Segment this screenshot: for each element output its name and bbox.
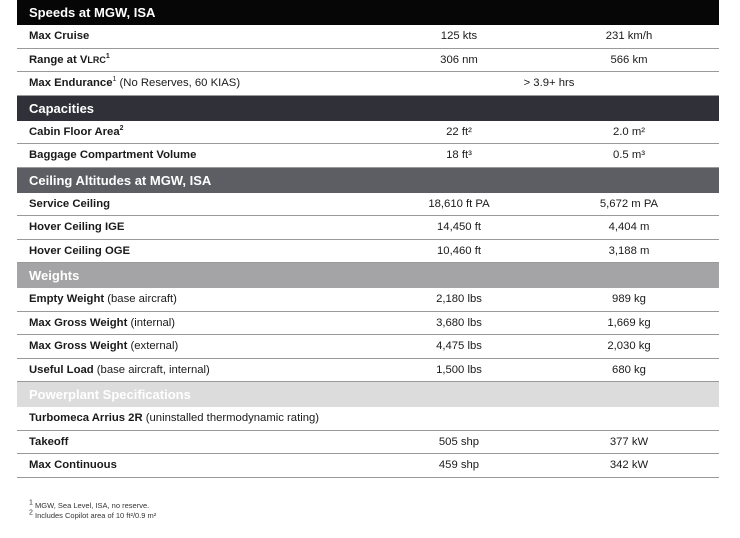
row-cabin-floor-area [17, 121, 719, 145]
value-combined: > 3.9+ hrs [523, 77, 575, 90]
row-label [17, 412, 379, 424]
row-label: Service Ceiling [29, 197, 110, 210]
value-metric: 3,188 m [608, 244, 650, 257]
label-text: Max Gross Weight [29, 340, 128, 353]
row-hover-ige [17, 216, 719, 240]
value-metric: 4,404 m [608, 221, 650, 234]
footnote-marker: 1 [29, 499, 33, 507]
section-header-ceiling: Ceiling Altitudes at MGW, ISA [17, 168, 719, 193]
label-text: Cabin Floor Area [29, 125, 120, 138]
footnote-ref: 2 [119, 124, 124, 132]
row-max-gross-internal [17, 312, 719, 336]
footnote-ref: 1 [105, 52, 110, 60]
value-imperial: 2,180 lbs [436, 293, 482, 306]
row-max-gross-external [17, 335, 719, 359]
value-metric: 566 km [610, 53, 648, 66]
value-metric: 989 kg [612, 293, 646, 306]
value-imperial: 22 ft² [446, 125, 472, 138]
section-header-speeds: Speeds at MGW, ISA [17, 0, 719, 25]
label-note: (base aircraft) [104, 293, 177, 306]
value-metric: 680 kg [612, 363, 646, 376]
value-imperial: 4,475 lbs [436, 340, 482, 353]
value-imperial: 10,460 ft [437, 244, 481, 257]
row-label [17, 340, 379, 352]
row-label [17, 364, 379, 376]
row-label: Baggage Compartment Volume [29, 149, 197, 162]
section-header-weights: Weights [17, 263, 719, 288]
footnote-2 [29, 511, 156, 521]
footnotes [29, 501, 156, 521]
row-service-ceiling [17, 193, 719, 217]
value-metric: 2.0 m² [612, 125, 645, 138]
value-metric: 342 kW [609, 459, 649, 472]
label-note: (uninstalled thermodynamic rating) [142, 412, 320, 425]
row-label: Hover Ceiling OGE [29, 244, 131, 257]
row-range [17, 49, 719, 73]
label-text: Max Endurance [29, 77, 113, 90]
label-text: Useful Load [29, 363, 94, 376]
row-engine [17, 407, 719, 431]
section-header-capacities: Capacities [17, 96, 719, 121]
row-useful-load [17, 359, 719, 383]
row-label [17, 293, 379, 305]
value-imperial: 505 shp [438, 435, 480, 448]
label-text: Max Gross Weight [29, 316, 128, 329]
row-max-cruise [17, 25, 719, 49]
value-metric: 231 km/h [605, 30, 653, 43]
value-imperial: 18 ft³ [446, 149, 472, 162]
value-metric: 2,030 kg [607, 340, 651, 353]
row-baggage-volume [17, 144, 719, 168]
value-metric: 0.5 m³ [612, 149, 645, 162]
row-label: Max Cruise [29, 30, 90, 43]
label-subscript: LRC [87, 54, 106, 65]
label-text: Range at V [29, 53, 88, 66]
label-note: (base aircraft, internal) [93, 363, 210, 376]
footnote-text: MGW, Sea Level, ISA, no reserve. [32, 501, 150, 510]
row-label: Hover Ceiling IGE [29, 221, 125, 234]
row-max-endurance [17, 72, 719, 96]
row-label [17, 317, 379, 329]
footnote-marker: 2 [29, 509, 33, 517]
label-note: (No Reserves, 60 KIAS) [116, 77, 241, 90]
row-takeoff [17, 431, 719, 455]
value-metric: 5,672 m PA [599, 197, 659, 210]
label-note: (external) [127, 340, 179, 353]
row-empty-weight [17, 288, 719, 312]
value-imperial: 14,450 ft [437, 221, 481, 234]
footnote-1 [29, 501, 156, 511]
spec-table [17, 0, 719, 478]
label-text: Empty Weight [29, 293, 105, 306]
value-metric: 377 kW [609, 435, 649, 448]
value-imperial: 1,500 lbs [436, 363, 482, 376]
value-imperial: 459 shp [438, 459, 480, 472]
label-text: Turbomeca Arrius 2R [29, 412, 143, 425]
value-imperial: 125 kts [440, 30, 478, 43]
section-header-powerplant: Powerplant Specifications [17, 382, 719, 407]
label-note: (internal) [127, 316, 176, 329]
row-label [17, 54, 379, 66]
footnote-text: Includes Copilot area of 10 ft²/0.9 m² [32, 511, 157, 520]
value-imperial: 306 nm [440, 53, 478, 66]
row-label [17, 77, 379, 89]
footnote-ref: 1 [112, 76, 117, 84]
row-hover-oge [17, 240, 719, 264]
value-metric: 1,669 kg [607, 316, 651, 329]
row-label: Takeoff [29, 435, 69, 448]
row-label [17, 126, 379, 138]
value-imperial: 3,680 lbs [436, 316, 482, 329]
row-label: Max Continuous [29, 459, 117, 472]
value-imperial: 18,610 ft PA [428, 197, 490, 210]
row-max-continuous [17, 454, 719, 478]
